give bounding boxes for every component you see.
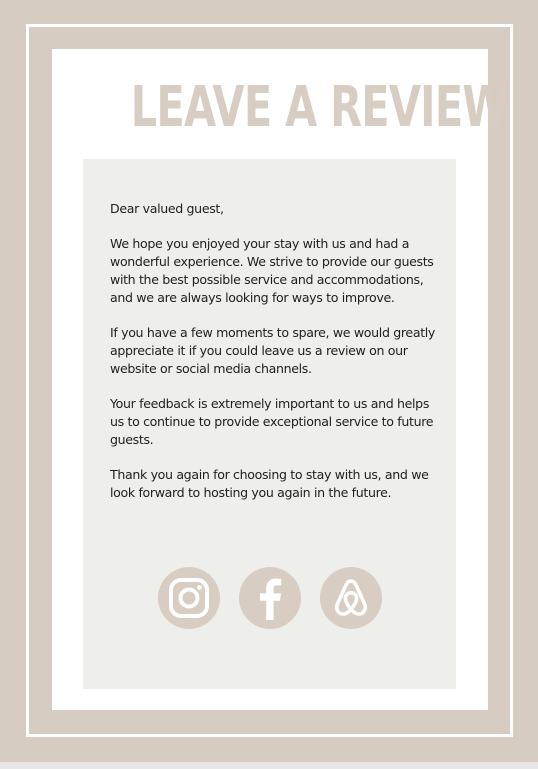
instagram-icon [158,567,220,629]
facebook-button[interactable] [239,567,301,629]
review-letter [110,200,440,519]
airbnb-icon [320,567,382,629]
instagram-button[interactable] [158,567,220,629]
page-title: LEAVE A REVIEW [130,75,508,140]
letter-paragraph: Your feedback is extremely important to us and helps us to continue to provide exceptional service to future guests. [110,396,434,447]
greeting-text: Dear valued guest, [110,201,224,216]
facebook-icon [239,567,301,629]
airbnb-button[interactable] [320,567,382,629]
letter-paragraph: We hope you enjoyed your stay with us and had a wonderful experience. We strive to provide our guests with the best possible service and accommodations, and we are always looking for ways to improve. [110,236,434,305]
bottom-strip [0,762,538,769]
letter-paragraph: Thank you again for choosing to stay with us, and we look forward to hosting you again in the future. [110,467,429,500]
letter-paragraph: If you have a few moments to spare, we would greatly appreciate it if you could leave us a review on our website or social media channels. [110,325,436,376]
